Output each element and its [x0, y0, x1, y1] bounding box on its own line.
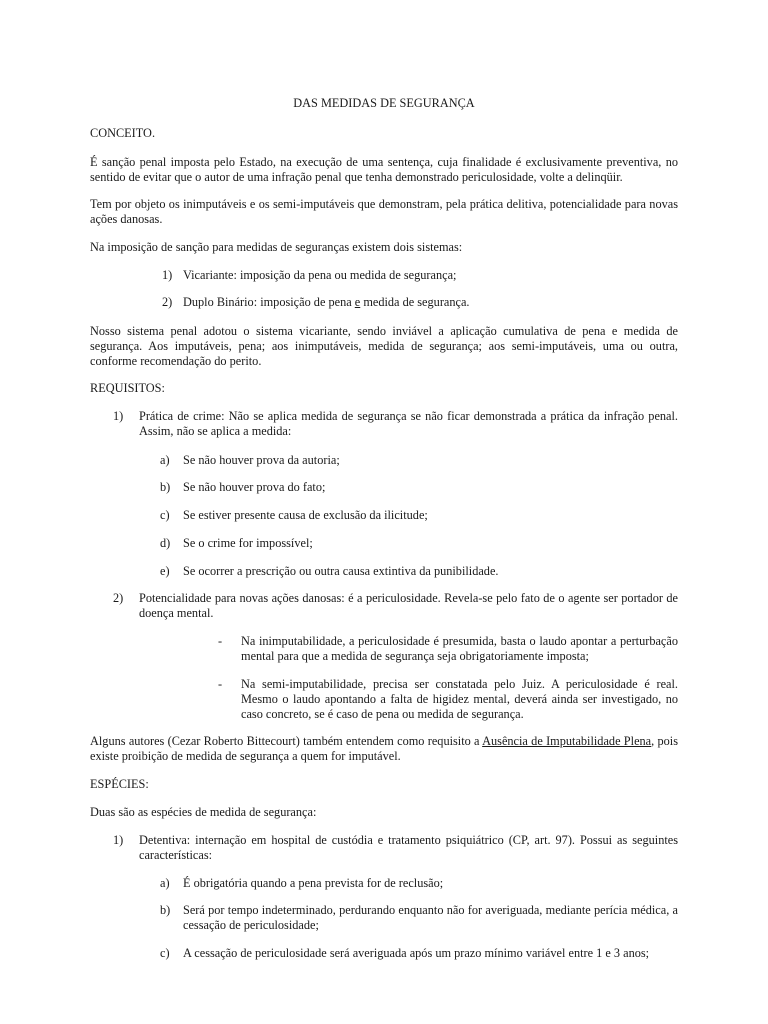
paragraph-conceito-systems-intro: Na imposição de sanção para medidas de seguranças existem dois sistemas:	[90, 240, 463, 254]
sub-item-text: Se não houver prova da autoria;	[183, 453, 340, 467]
list-number: 1)	[113, 833, 124, 847]
sub-letter: a)	[160, 876, 170, 890]
underlined-conjunction: e	[354, 295, 361, 309]
list-item-text: Vicariante: imposição da pena ou medida de segurança;	[183, 268, 457, 282]
section-heading-conceito: CONCEITO.	[90, 126, 156, 140]
requisito-1-text: Prática de crime: Não se aplica medida de segurança se não ficar demonstrada a prática da infração penal. Assim, não se aplica a medida:	[139, 409, 678, 438]
sub-item-text: Se o crime for impossível;	[183, 536, 313, 550]
note-underlined-term: Ausência de Imputabilidade Plena	[482, 734, 652, 748]
document-title: DAS MEDIDAS DE SEGURANÇA	[293, 96, 475, 110]
list-number: 2)	[162, 295, 173, 309]
list-item-text	[183, 295, 470, 310]
paragraph-especies-intro: Duas são as espécies de medida de segurança:	[90, 805, 317, 819]
especie-1-text: Detentiva: internação em hospital de custódia e tratamento psiquiátrico (CP, art. 97). Possui as seguintes características:	[139, 833, 678, 862]
note-text-start: Alguns autores (Cezar Roberto Bittecourt) também entendem como requisito a	[90, 734, 483, 748]
list-item-text-end: medida de segurança.	[360, 295, 470, 309]
bullet-dash: -	[218, 677, 223, 691]
section-heading-requisitos: REQUISITOS:	[90, 381, 165, 395]
sub-letter: c)	[160, 946, 170, 960]
sub-item-text: É obrigatória quando a pena prevista for de reclusão;	[183, 876, 444, 890]
bullet-dash: -	[218, 634, 223, 648]
requisito-2-text: Potencialidade para novas ações danosas: é a periculosidade. Revela-se pelo fato de o agente ser portador de doença mental.	[139, 591, 678, 620]
list-number: 1)	[113, 409, 124, 423]
paragraph-conceito-system-adopted: Nosso sistema penal adotou o sistema vicariante, sendo inviável a aplicação cumulativa de pena e medida de segurança. Aos imputáveis, pena; aos inimputáveis, medida de segurança; aos semi-imputáveis, uma ou outra, conforme recomendação do perito.	[90, 324, 678, 368]
bullet-text: Na inimputabilidade, a periculosidade é presumida, basta o laudo apontar a perturbação mental para que a medida de segurança seja obrigatoriamente imposta;	[241, 634, 678, 663]
list-item-text-start: Duplo Binário: imposição de pena	[183, 295, 355, 309]
sub-letter: a)	[160, 453, 170, 467]
sub-letter: b)	[160, 480, 171, 494]
sub-item-text: Se estiver presente causa de exclusão da ilicitude;	[183, 508, 428, 522]
paragraph-conceito-definition: É sanção penal imposta pelo Estado, na execução de uma sentença, cuja finalidade é exclusivamente preventiva, no sentido de evitar que o autor de uma infração penal que tenha demonstrado periculosidade, volte a delinqüir.	[90, 155, 678, 184]
note-text-end: , pois existe proibição de medida de segurança a quem for imputável.	[90, 734, 679, 763]
sub-item-text: Será por tempo indeterminado, perdurando enquanto não for averiguada, mediante perícia médica, a cessação de periculosidade;	[183, 903, 678, 932]
sub-letter: c)	[160, 508, 170, 522]
list-number: 1)	[162, 268, 173, 282]
bullet-text: Na semi-imputabilidade, precisa ser constatada pelo Juiz. A periculosidade é real. Mesmo o laudo apontando a falta de higidez mental, deverá ainda ser investigado, no caso concreto, se é caso de pena ou medida de segurança.	[241, 677, 678, 721]
sub-letter: b)	[160, 903, 171, 917]
paragraph-requisitos-note	[90, 734, 678, 764]
sub-letter: d)	[160, 536, 171, 550]
sub-item-text: Se não houver prova do fato;	[183, 480, 326, 494]
section-heading-especies: ESPÉCIES:	[90, 777, 149, 791]
sub-item-text: Se ocorrer a prescrição ou outra causa extintiva da punibilidade.	[183, 564, 499, 578]
paragraph-conceito-object: Tem por objeto os inimputáveis e os semi-imputáveis que demonstram, pela prática delitiva, potencialidade para novas ações danosas.	[90, 197, 678, 226]
sub-letter: e)	[160, 564, 170, 578]
sub-item-text: A cessação de periculosidade será averiguada após um prazo mínimo variável entre 1 e 3 anos;	[183, 946, 650, 960]
list-number: 2)	[113, 591, 124, 605]
